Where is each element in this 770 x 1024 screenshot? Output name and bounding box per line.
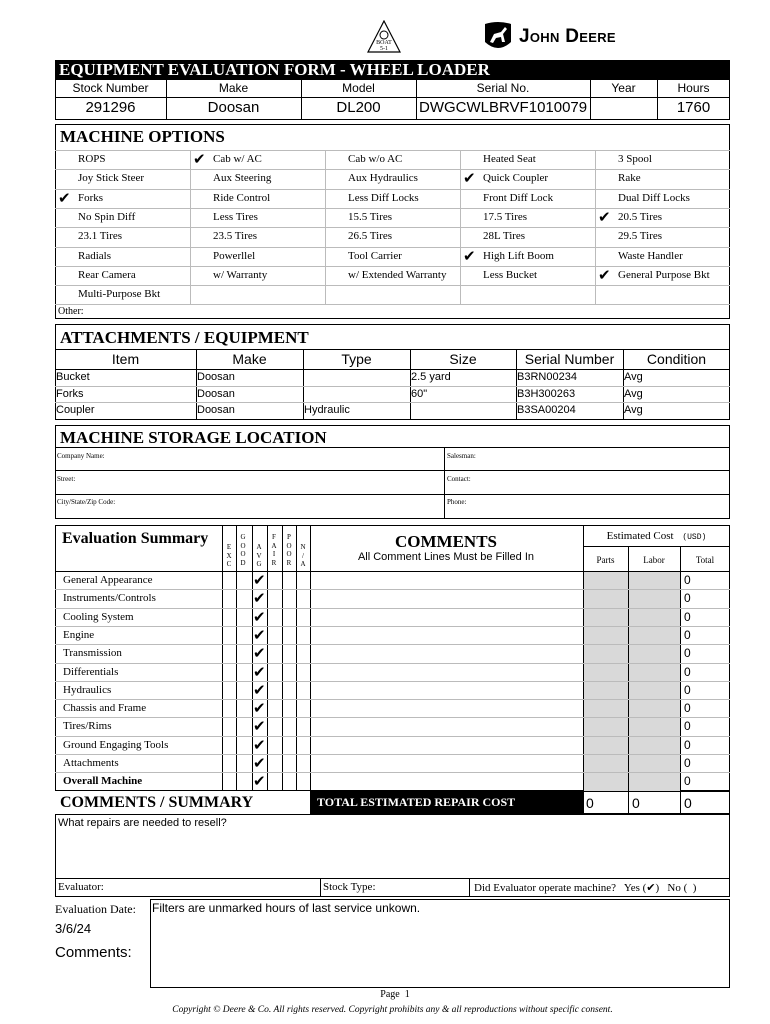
option-checkbox[interactable] [193,269,207,283]
rating-header: N / A [300,543,306,568]
option-checkbox[interactable] [328,230,342,244]
comments-sub: All Comment Lines Must be Filled In [357,551,535,563]
eval-row-line [55,717,730,718]
cost-col-header: Parts [596,555,615,565]
option-label: 20.5 Tires [618,211,663,223]
eval-row-line [55,644,730,645]
attach-row-line [55,402,730,403]
option-checkbox[interactable] [58,211,72,225]
attach-col-header: Make [232,351,267,367]
copyright: Copyright © Deere & Co. All rights reserved. Copyright prohibits any & all reproductions without specific consent. [172,1005,613,1015]
model-value[interactable]: DL200 [336,99,381,116]
option-label: Quick Coupler [483,172,549,184]
rating-header: A V G [256,543,262,568]
john-deere-logo [481,20,641,54]
option-label: No Spin Diff [78,211,136,223]
attach-cell[interactable]: Doosan [197,388,235,400]
checkmark-icon[interactable]: ✔ [463,169,476,187]
option-label: General Purpose Bkt [618,269,710,281]
other-label: Other: [58,306,84,317]
option-checkbox[interactable] [58,172,72,186]
option-checkbox[interactable] [193,211,207,225]
option-label: w/ Extended Warranty [348,269,447,281]
checkmark-icon[interactable]: ✔ [193,150,206,168]
eval-row-label: Engine [63,629,95,641]
machine-options-title: MACHINE OPTIONS [60,127,225,146]
option-label: Forks [78,192,104,204]
attach-cell[interactable]: Doosan [197,371,235,383]
dealer-logo-sub: 5-1 [380,46,388,52]
parts-total: 0 [586,795,594,811]
option-label: w/ Warranty [213,269,268,281]
dealer-logo-text: BOAT [376,40,392,46]
eval-row-line [55,736,730,737]
eval-row-line [55,589,730,590]
option-row-line [55,189,730,190]
total-cost-label: TOTAL ESTIMATED REPAIR COST [317,795,516,809]
option-checkbox[interactable] [193,192,207,206]
option-checkbox[interactable] [598,172,612,186]
company-name-field[interactable]: Company Name: [57,452,105,460]
option-label: Less Diff Locks [348,192,419,204]
col-make: Make [218,81,249,95]
attach-cell[interactable]: B3SA00204 [517,404,576,416]
eval-row-total: 0 [684,774,691,788]
checkmark-icon[interactable]: ✔ [253,626,266,644]
option-label: 17.5 Tires [483,211,528,223]
eval-row-label: Instruments/Controls [63,592,156,604]
evaluator-field[interactable]: Evaluator: [58,881,104,893]
option-checkbox[interactable] [193,230,207,244]
cost-title-text: Estimated Cost [606,530,674,542]
storage-title: MACHINE STORAGE LOCATION [60,428,327,447]
option-checkbox[interactable] [58,230,72,244]
checkmark-icon[interactable]: ✔ [253,736,266,754]
option-label: Powerllel [213,250,256,262]
contact-field[interactable]: Contact: [447,475,471,483]
option-label: 28L Tires [483,230,526,242]
col-year: Year [611,81,636,95]
eval-row-line [55,608,730,609]
eval-row-line [55,699,730,700]
option-row-line [55,304,730,305]
option-label: Radials [78,250,111,262]
option-checkbox[interactable] [598,192,612,206]
checkmark-icon[interactable]: ✔ [598,266,611,284]
option-label: Multi-Purpose Bkt [78,288,161,300]
option-label: Joy Stick Steer [78,172,144,184]
attach-header-line [55,349,730,350]
option-checkbox[interactable] [193,172,207,186]
attach-cell[interactable]: Avg [624,404,643,416]
eval-row-total: 0 [684,738,691,752]
option-row-line [55,247,730,248]
col-serial: Serial No. [476,81,530,95]
attach-col-line [410,349,411,420]
attach-cell[interactable]: Bucket [56,371,90,383]
checkmark-icon[interactable]: ✔ [253,754,266,772]
eval-row-total: 0 [684,683,691,697]
checkmark-icon[interactable]: ✔ [253,571,266,589]
eval-row-label: Chassis and Frame [63,702,147,714]
option-col-line [595,150,596,304]
attach-cell[interactable]: Avg [624,388,643,400]
salesman-field[interactable]: Salesman: [447,452,476,460]
eval-row-line [55,626,730,627]
stock-number-value[interactable]: 291296 [85,99,136,116]
operate-question[interactable]: Did Evaluator operate machine? Yes (✔) No ( ) [474,882,697,894]
stock-type-field[interactable]: Stock Type: [323,881,376,893]
eval-row-label: Attachments [63,757,119,769]
page-number: Page 1 [380,989,410,1000]
option-label: 26.5 Tires [348,230,393,242]
attach-cell[interactable]: 60" [411,388,428,400]
attach-row-line [55,386,730,387]
comments-label: Comments: [55,944,132,961]
cost-unit: (USD) [682,533,707,542]
rating-header: G O O D [240,533,246,567]
eval-row-total: 0 [684,628,691,642]
attach-cell[interactable]: Coupler [56,404,95,416]
attach-col-header: Serial Number [524,351,615,367]
option-checkbox[interactable] [328,153,342,167]
option-label: Rear Camera [78,269,136,281]
option-col-line [325,150,326,304]
option-row-line [55,285,730,286]
option-label: Less Bucket [483,269,538,281]
option-checkbox[interactable] [58,288,72,302]
option-checkbox[interactable] [328,172,342,186]
attach-cell[interactable]: Hydraulic [304,404,350,416]
rating-header: E X C [226,543,232,568]
attach-col-header: Type [341,351,372,367]
phone-field[interactable]: Phone: [447,498,467,506]
deer-icon [481,20,515,54]
option-col-line [460,150,461,304]
option-label: 23.1 Tires [78,230,123,242]
option-label: Dual Diff Locks [618,192,690,204]
resell-question: What repairs are needed to resell? [58,817,227,829]
city-field[interactable]: City/State/Zip Code: [57,498,116,506]
eval-row-label: Cooling System [63,611,134,623]
option-checkbox[interactable] [58,269,72,283]
attach-cell[interactable]: Doosan [197,404,235,416]
attach-col-header: Size [449,351,477,367]
eval-row-label: General Appearance [63,574,153,586]
eval-row-label: Differentials [63,666,119,678]
option-label: Cab w/o AC [348,153,403,165]
attach-cell[interactable]: 2.5 yard [411,371,451,383]
checkmark-icon[interactable]: ✔ [58,189,71,207]
checkmark-icon[interactable]: ✔ [253,589,266,607]
option-label: 23.5 Tires [213,230,258,242]
option-checkbox[interactable] [463,153,477,167]
option-label: Waste Handler [618,250,683,262]
option-label: Rake [618,172,641,184]
hours-value[interactable]: 1760 [676,99,711,116]
option-label: Aux Steering [213,172,272,184]
eval-date-label: Evaluation Date: [55,902,136,916]
col-model: Model [342,81,375,95]
attach-col-header: Condition [646,351,707,367]
checkmark-icon[interactable]: ✔ [598,208,611,226]
option-checkbox[interactable] [463,211,477,225]
labor-total: 0 [632,795,640,811]
eval-date-value[interactable]: 3/6/24 [55,921,92,936]
eval-row-total: 0 [684,610,691,624]
attachments-title: ATTACHMENTS / EQUIPMENT [60,328,309,347]
option-checkbox[interactable] [463,269,477,283]
eval-row-total: 0 [684,591,691,605]
cost-col-header: Labor [643,555,665,565]
option-label: Less Tires [213,211,258,223]
eval-row-total: 0 [684,719,691,733]
grand-total: 0 [684,795,692,811]
option-label: Ride Control [213,192,271,204]
option-checkbox[interactable] [193,250,207,264]
option-checkbox[interactable] [58,250,72,264]
eval-row-line [55,754,730,755]
eval-row-total: 0 [684,665,691,679]
form-title-bar [55,60,730,79]
option-label: Aux Hydraulics [348,172,418,184]
eval-header-line [55,571,730,572]
make-value[interactable]: Doosan [207,99,260,116]
option-label: High Lift Boom [483,250,554,262]
checkmark-icon[interactable]: ✔ [253,681,266,699]
totals-row [583,791,730,814]
option-checkbox[interactable] [328,211,342,225]
option-checkbox[interactable] [463,192,477,206]
dealer-logo [366,20,402,54]
cost-title [583,530,730,542]
option-row-line [55,150,730,151]
col-stock-number: Stock Number [72,81,149,95]
eval-row-line [55,663,730,664]
option-row-line [55,208,730,209]
attach-col-header: Item [111,351,140,367]
attach-cell[interactable]: Avg [624,371,643,383]
eval-row-total: 0 [684,756,691,770]
rating-header: F A I R [271,533,277,567]
eval-row-line [55,772,730,773]
eval-row-label: Hydraulics [63,684,112,696]
option-checkbox[interactable] [328,269,342,283]
eval-row-label: Transmission [63,647,122,659]
checkmark-icon[interactable]: ✔ [253,772,266,790]
eval-row-label: Ground Engaging Tools [63,739,169,751]
attach-cell[interactable]: B3RN00234 [517,371,577,383]
option-checkbox[interactable] [328,250,342,264]
option-label: 29.5 Tires [618,230,663,242]
option-label: Heated Seat [483,153,536,165]
checkmark-icon[interactable]: ✔ [253,699,266,717]
total-cost-bar [310,791,583,814]
street-field[interactable]: Street: [57,475,76,483]
attach-cell[interactable]: Forks [56,388,84,400]
option-label: Cab w/ AC [213,153,262,165]
rating-header: P O O R [286,533,292,567]
option-row-line [55,169,730,170]
eval-row-label: Overall Machine [63,775,143,787]
eval-row-label: Tires/Rims [63,720,112,732]
option-checkbox[interactable] [328,192,342,206]
option-checkbox[interactable] [598,230,612,244]
option-col-line [190,150,191,304]
option-checkbox[interactable] [598,250,612,264]
checkmark-icon[interactable]: ✔ [463,247,476,265]
brand-name: John Deere [519,26,616,47]
checkmark-icon[interactable]: ✔ [253,663,266,681]
eval-row-line [55,681,730,682]
option-label: Tool Carrier [348,250,402,262]
cost-col-header: Total [695,555,715,565]
option-label: Front Diff Lock [483,192,554,204]
eval-row-total: 0 [684,646,691,660]
summary-title: COMMENTS / SUMMARY [60,794,254,811]
option-checkbox[interactable] [598,153,612,167]
comments-title: COMMENTS [395,532,497,551]
rating-col-line [310,525,311,791]
option-checkbox[interactable] [58,153,72,167]
option-row-line [55,266,730,267]
form-title: EQUIPMENT EVALUATION FORM - WHEEL LOADER [59,60,490,79]
option-label: ROPS [78,153,106,165]
eval-row-total: 0 [684,573,691,587]
checkmark-icon[interactable]: ✔ [253,608,266,626]
checkmark-icon[interactable]: ✔ [253,644,266,662]
col-hours: Hours [677,81,710,95]
option-row-line [55,227,730,228]
attach-header-line [55,369,730,370]
eval-row-total: 0 [684,701,691,715]
option-checkbox[interactable] [463,230,477,244]
comments-text[interactable]: Filters are unmarked hours of last service unkown. [152,901,421,915]
checkmark-icon[interactable]: ✔ [253,717,266,735]
evaluation-title: Evaluation Summary [62,530,209,547]
option-label: 3 Spool [618,153,652,165]
attach-cell[interactable]: B3H300263 [517,388,576,400]
option-label: 15.5 Tires [348,211,393,223]
serial-value[interactable]: DWGCWLBRVF1010079 [419,99,588,116]
